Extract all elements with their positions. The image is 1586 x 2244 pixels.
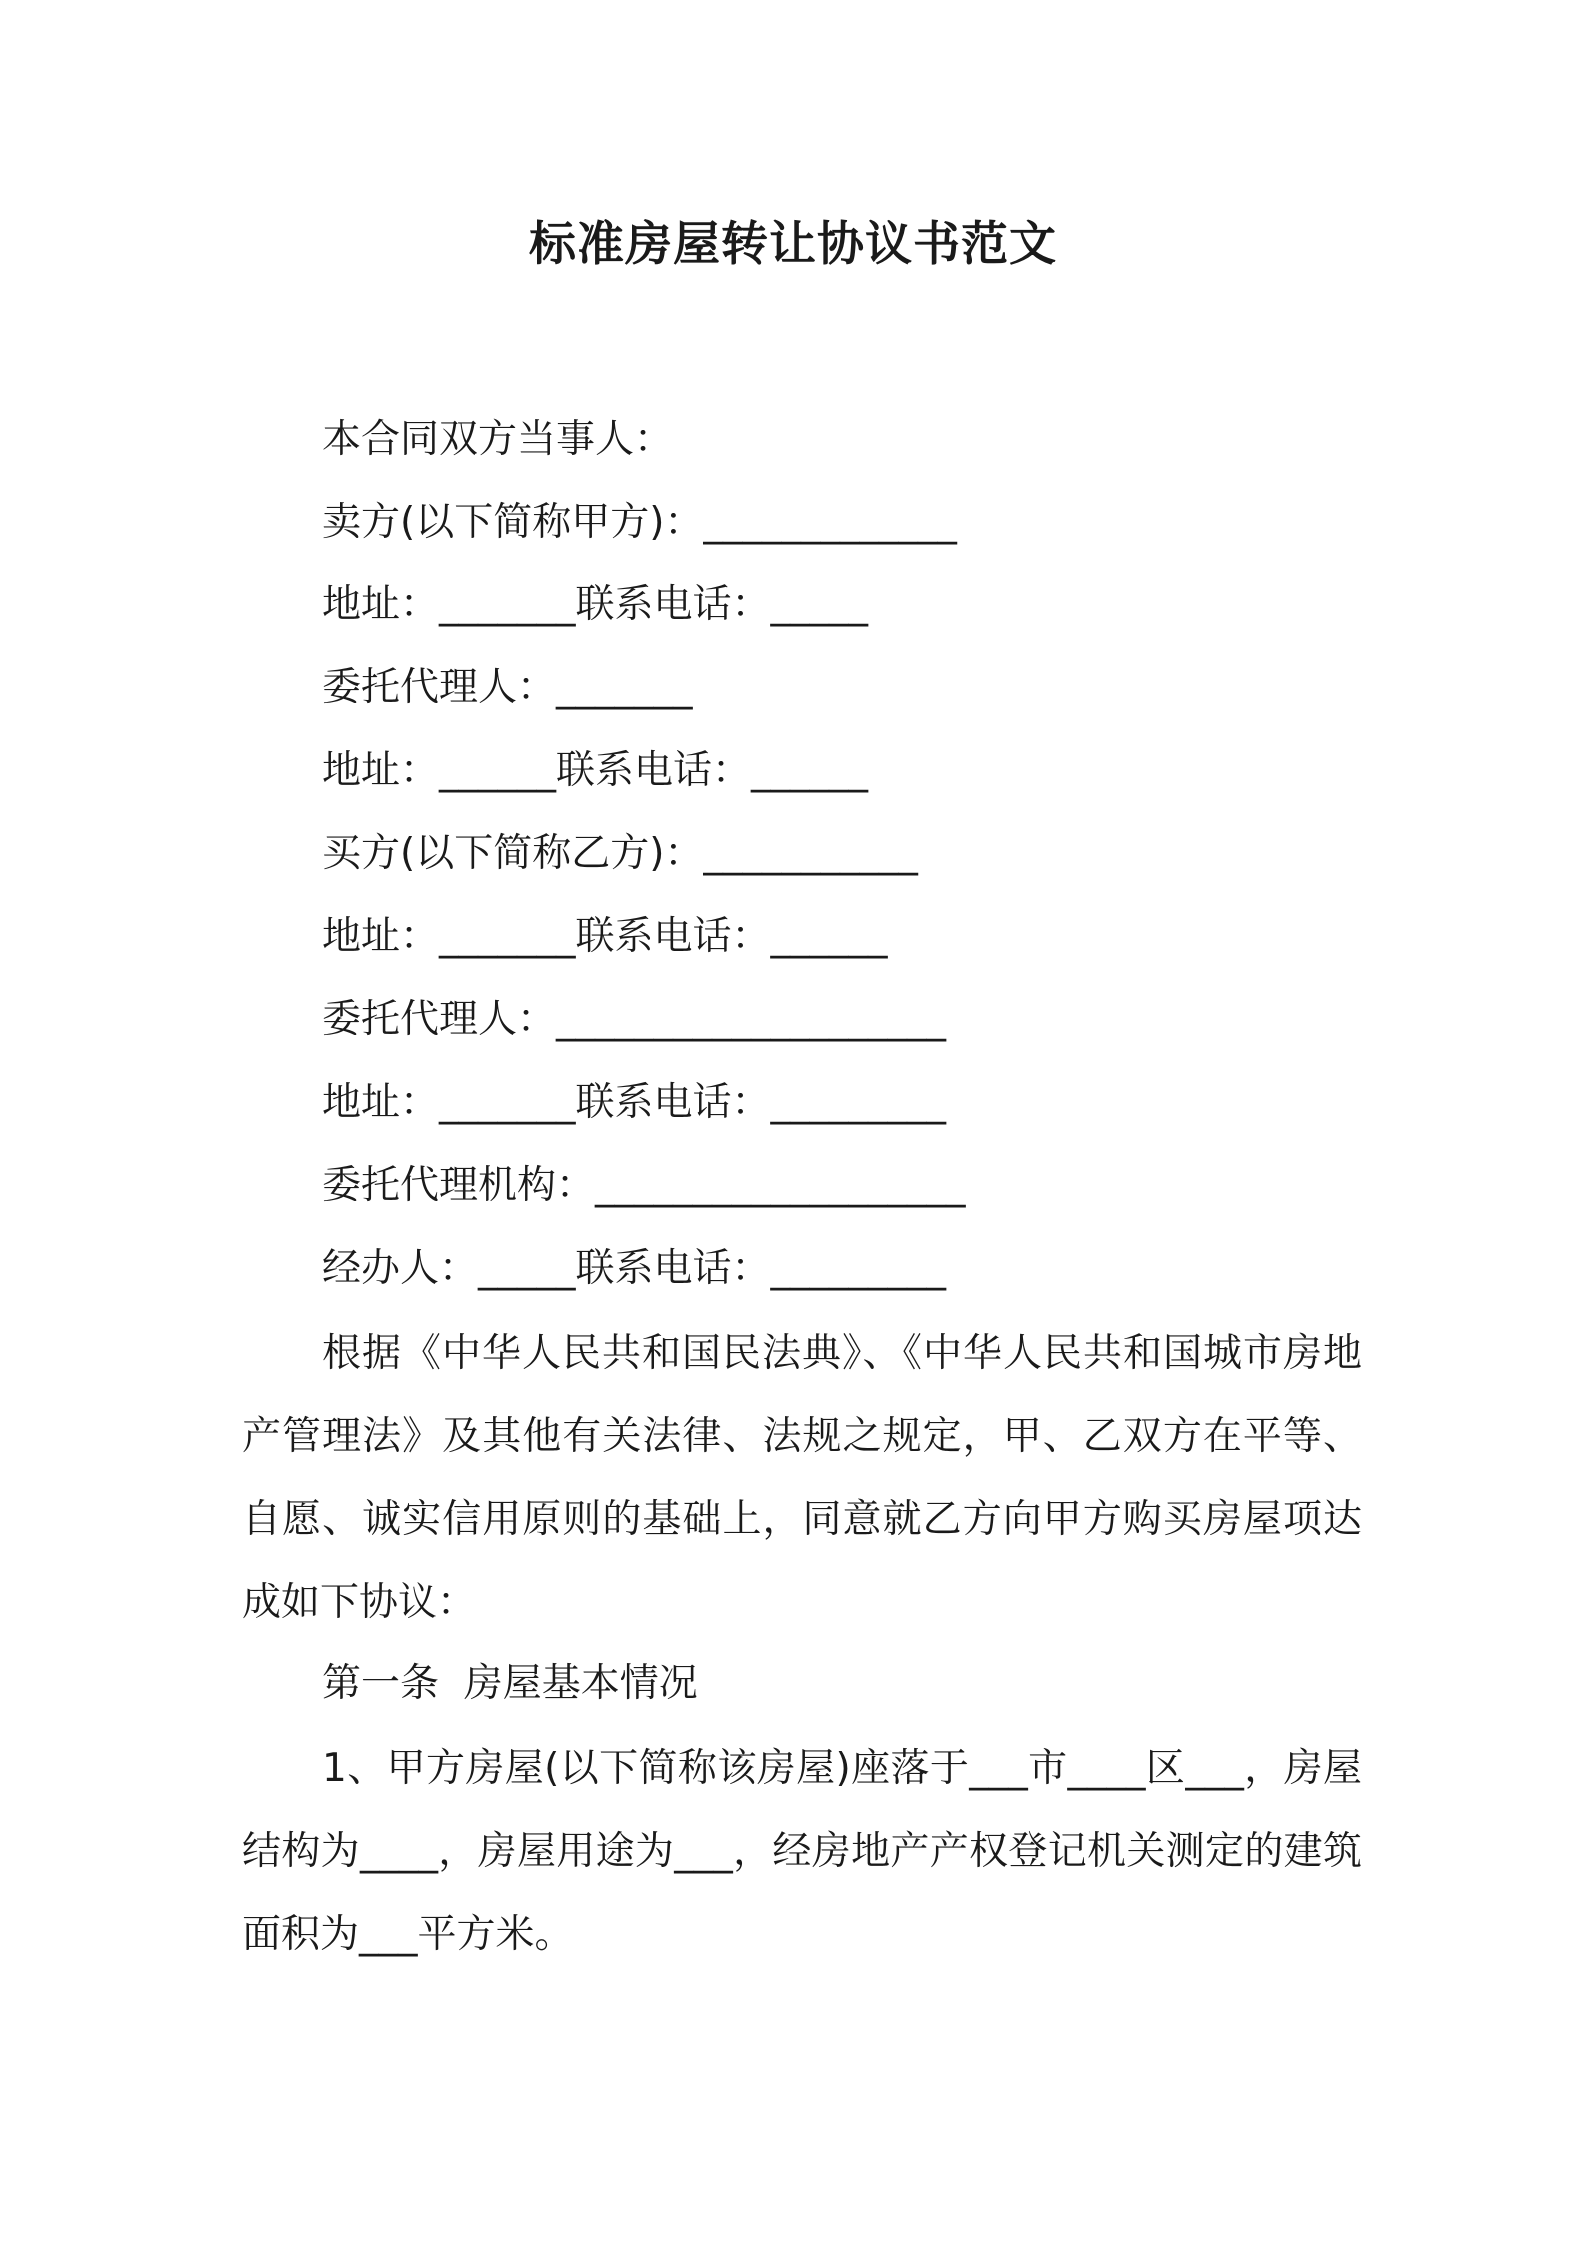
intro-paragraph: 根据《中华人民共和国民法典》、《中华人民共和国城市房地产管理法》及其他有关法律、法规之规定，甲、乙双方在平等、自愿、诚实信用原则的基础上，同意就乙方向甲方购买房屋项达成如下协议：	[242, 1331, 1362, 1625]
seller-address-line: 地址：_______联系电话：_____	[322, 582, 869, 627]
article-one-paragraph: 1、甲方房屋(以下简称该房屋)座落于___市____区___，房屋结构为____，房屋用途为___，经房地产产权登记机关测定的建筑面积为___平方米。	[242, 1746, 1362, 1957]
parties-intro-line: 本合同双方当事人：	[322, 417, 674, 462]
buyer-agent-address-line: 地址：_______联系电话：_________	[322, 1080, 947, 1125]
seller-line: 卖方(以下简称甲方)：_____________	[322, 500, 957, 545]
article-one-heading: 第一条 房屋基本情况	[322, 1661, 698, 1706]
buyer-line: 买方(以下简称乙方)：___________	[322, 831, 918, 876]
buyer-address-line: 地址：_______联系电话：______	[322, 914, 888, 959]
document-title: 标准房屋转让协议书范文	[529, 217, 1057, 272]
seller-agent-line: 委托代理人：_______	[322, 665, 693, 710]
agency-line: 委托代理机构：___________________	[322, 1163, 966, 1208]
seller-agent-address-line: 地址：______联系电话：______	[322, 748, 869, 793]
handler-line: 经办人：_____联系电话：_________	[322, 1246, 947, 1291]
buyer-agent-line: 委托代理人：____________________	[322, 997, 947, 1042]
